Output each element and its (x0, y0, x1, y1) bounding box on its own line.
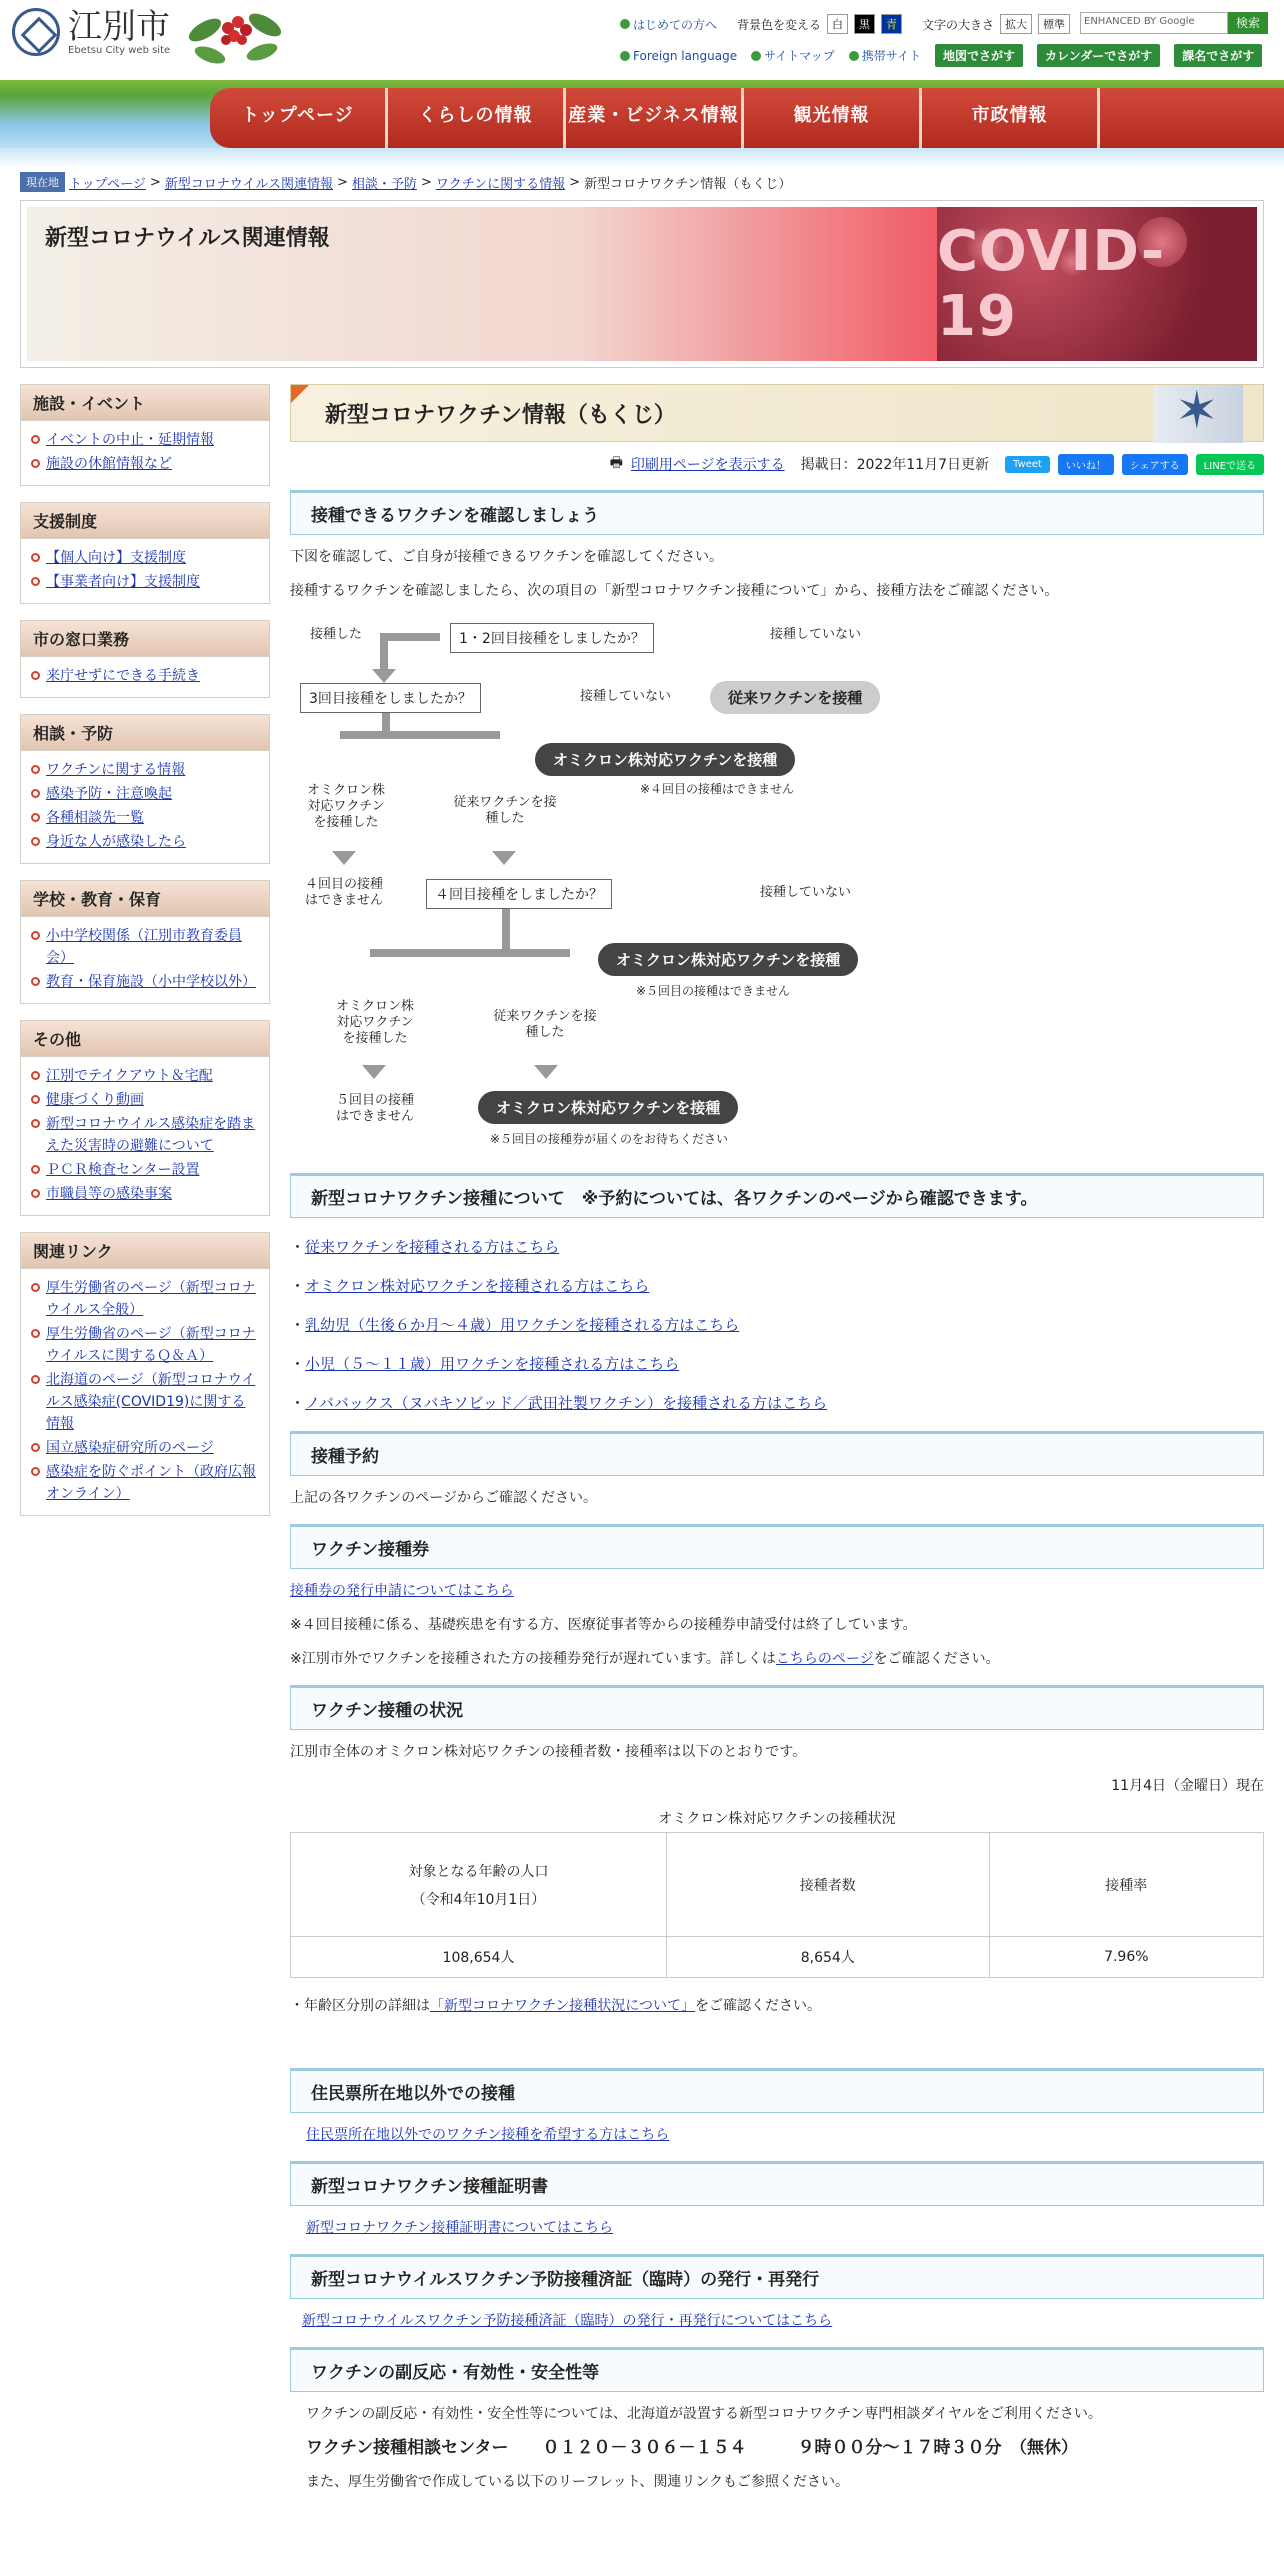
nav-business[interactable]: 産業・ビジネス情報 (566, 88, 744, 148)
banner-title: 新型コロナウイルス関連情報 (45, 226, 330, 251)
posted-date: 掲載日：2022年11月7日更新 (800, 457, 989, 473)
flow-result: オミクロン株対応ワクチンを接種 (478, 1091, 738, 1124)
tweet-button[interactable]: Tweet (1005, 456, 1050, 473)
sidebar-item[interactable] (31, 453, 259, 475)
bg-blue-button[interactable]: 青 (881, 14, 902, 34)
sidebar-section (20, 620, 270, 698)
green-bullet-icon (620, 19, 630, 29)
bg-black-button[interactable]: 黒 (854, 14, 875, 34)
emblem-icon (1153, 385, 1243, 443)
search-input[interactable]: ENHANCED BY Google (1080, 12, 1228, 34)
font-large-button[interactable]: 拡大 (1000, 14, 1032, 34)
sidebar-item-label: ワクチンに関する情報 (46, 762, 186, 778)
sidebar-item-label: 身近な人が感染したら (46, 834, 186, 850)
flow-question: 1・2回目接種をしましたか？ (450, 623, 654, 653)
table-header: 接種率 (989, 1833, 1263, 1937)
sidebar-section (20, 1020, 270, 1216)
page-meta (290, 452, 1264, 476)
first-time-link[interactable] (620, 16, 717, 33)
facebook-share-button[interactable]: シェアする (1122, 454, 1188, 475)
flow-result: 従来ワクチンを接種 (710, 681, 880, 714)
search-by-map-button[interactable]: 地図でさがす (935, 44, 1023, 67)
list-item (290, 1392, 1264, 1413)
table-header: 接種者数 (667, 1833, 990, 1937)
green-bullet-icon (620, 51, 630, 61)
sidebar-item[interactable] (31, 1323, 259, 1367)
font-size-label: 文字の大きさ (922, 17, 995, 32)
sidebar-item[interactable] (31, 665, 259, 687)
flow-result: オミクロン株対応ワクチンを接種 (535, 743, 795, 776)
table-cell: 7.96% (989, 1937, 1263, 1978)
sidebar-item-label: 来庁せずにできる手続き (46, 668, 200, 684)
site-header (0, 0, 1284, 80)
sidebar-item[interactable] (31, 759, 259, 781)
sidebar-item[interactable] (31, 547, 259, 569)
sidebar-section (20, 384, 270, 486)
bullet-icon (31, 1119, 40, 1128)
paragraph: ※４回目接種に係る、基礎疾患を有する方、医療従事者等からの接種券申請受付は終了しています。 (290, 1617, 917, 1633)
site-logo[interactable] (12, 8, 170, 56)
sidebar-item-label: 【個人向け】支援制度 (46, 550, 186, 566)
vaccination-table (290, 1832, 1264, 1978)
paragraph: をご確認ください。 (873, 1651, 1000, 1667)
bullet-icon (31, 1095, 40, 1104)
table-row (291, 1937, 1264, 1978)
breadcrumb-current: 新型コロナワクチン情報（もくじ） (584, 176, 792, 192)
bullet-icon (31, 1443, 40, 1452)
sidebar-item[interactable] (31, 1089, 259, 1111)
flow-arrow-icon (332, 851, 356, 865)
paragraph: 江別市全体のオミクロン株対応ワクチンの接種者数・接種率は以下のとおりです。 (290, 1744, 807, 1760)
section-heading: ワクチン接種の状況 (290, 1685, 1264, 1730)
bullet-icon (31, 435, 40, 444)
flow-label: 接種した (310, 627, 363, 642)
bullet-icon: ・ (290, 1355, 306, 1373)
mobile-site-label: 携帯サイト (861, 49, 921, 63)
paragraph: ※江別市外でワクチンを接種された方の接種券発行が遅れています。詳しくは (290, 1651, 776, 1667)
bullet-icon (31, 1329, 40, 1338)
consultation-center: ワクチン接種相談センター ０１２０－３０６－１５４ ９時００分～１７時３０分 （無休） (306, 2438, 1078, 2458)
flow-connector (340, 731, 500, 739)
mobile-site-link[interactable] (849, 47, 921, 64)
vaccine-link[interactable]: 小児（５～１１歳）用ワクチンを接種される方はこちら (305, 1355, 680, 1373)
flow-arrow-icon (534, 1065, 558, 1079)
sidebar-section-title: 関連リンク (21, 1233, 269, 1269)
sidebar-item[interactable] (31, 1183, 259, 1205)
vaccine-link[interactable]: 従来ワクチンを接種される方はこちら (305, 1238, 560, 1256)
sidebar-item[interactable] (31, 1461, 259, 1505)
flow-note: ※５回目の接種券が届くのをお待ちください (490, 1132, 729, 1146)
paragraph: をご確認ください。 (695, 1998, 822, 2014)
flow-label: 従来ワクチンを接種した (493, 1009, 597, 1040)
paragraph: 下図を確認して、ご自身が接種できるワクチンを確認してください。 (290, 549, 724, 565)
flow-label: オミクロン株対応ワクチンを接種した (335, 999, 414, 1046)
section-heading: ワクチン接種券 (290, 1524, 1264, 1569)
green-bullet-icon (751, 51, 761, 61)
section-heading: 新型コロナウイルスワクチン予防接種済証（臨時）の発行・再発行 (290, 2254, 1264, 2299)
bullet-icon (31, 577, 40, 586)
flow-result: オミクロン株対応ワクチンを接種 (598, 943, 858, 976)
section-heading: 接種できるワクチンを確認しましょう (290, 490, 1264, 535)
vaccine-flowchart (290, 613, 1264, 1173)
flow-label: 従来ワクチンを接種した (453, 795, 557, 826)
flow-label: ５回目の接種はできません (335, 1093, 414, 1124)
page-title (290, 384, 1264, 442)
sidebar-item-label: 感染予防・注意喚起 (46, 786, 172, 802)
flow-connector (380, 633, 440, 641)
logo-subtext: Ebetsu City web site (68, 44, 171, 56)
status-date: 11月4日（金曜日）現在 (1111, 1778, 1264, 1794)
flow-connector (370, 949, 570, 957)
flow-label: 接種していない (760, 885, 852, 900)
bullet-icon (31, 1467, 40, 1476)
breadcrumb: 現在地 トップページ > 新型コロナウイルス関連情報 > 相談・予防 > ワクチンに関する情報 > 新型コロナワクチン情報（もくじ） (20, 172, 791, 192)
sidebar-item-label: 国立感染症研究所のページ (46, 1440, 214, 1456)
sidebar-section-title: その他 (21, 1021, 269, 1057)
bullet-icon (31, 931, 40, 940)
sidebar-section-title: 支援制度 (21, 503, 269, 539)
flow-question: ４回目接種をしましたか？ (426, 879, 612, 909)
sidebar-item-label: イベントの中止・延期情報 (46, 432, 214, 448)
sidebar-section (20, 714, 270, 864)
nav-citygov[interactable]: 市政情報 (922, 88, 1100, 148)
list-item (290, 1236, 1264, 1257)
covid-image-text: COVID-19 (937, 219, 1166, 349)
search-by-section-button[interactable]: 課名でさがす (1174, 44, 1262, 67)
list-item (290, 1314, 1264, 1335)
bullet-icon (31, 1071, 40, 1080)
sidebar-item[interactable] (31, 571, 259, 593)
flow-label: オミクロン株対応ワクチンを接種した (306, 783, 385, 830)
list-item (290, 1353, 1264, 1374)
bullet-icon (31, 553, 40, 562)
section-heading: 新型コロナワクチン接種証明書 (290, 2161, 1264, 2206)
sidebar-item-label: 施設の休館情報など (46, 456, 172, 472)
sidebar-item-label: 厚生労働省のページ（新型コロナウイルスに関するＱ＆Ａ） (46, 1326, 256, 1364)
bullet-icon (31, 813, 40, 822)
sidebar-item-label: 【事業者向け】支援制度 (46, 574, 200, 590)
line-share-button[interactable]: LINEで送る (1196, 454, 1264, 475)
sidebar-section-title: 相談・予防 (21, 715, 269, 751)
table-header: 対象となる年齢の人口 (408, 1863, 549, 1880)
sidebar-item-label: ＰＣＲ検査センター設置 (46, 1162, 200, 1178)
flow-note: ※５回目の接種はできません (636, 984, 791, 998)
bullet-icon: ・ (290, 1277, 306, 1295)
nav-skyline (0, 148, 1284, 168)
bullet-icon (31, 1375, 40, 1384)
search-button[interactable]: 検索 (1228, 12, 1268, 34)
sidebar-item-label: 北海道のページ（新型コロナウイルス感染症(COVID19)に関する情報 (46, 1372, 256, 1432)
covid-image (937, 207, 1257, 361)
sidebar-item[interactable] (31, 1159, 259, 1181)
vaccine-link[interactable]: ノババックス（ヌバキソビッド／武田社製ワクチン）を接種される方はこちら (305, 1394, 828, 1412)
logo-text: 江別市 (68, 6, 170, 47)
bullet-icon (31, 1189, 40, 1198)
foreign-language-link[interactable] (620, 49, 737, 63)
nav-tourism[interactable]: 観光情報 (744, 88, 922, 148)
section-heading: 新型コロナワクチン接種について ※予約については、各ワクチンのページから確認できます。 (290, 1173, 1264, 1218)
list-item (290, 1275, 1264, 1296)
bg-white-button[interactable]: 白 (827, 14, 848, 34)
facebook-like-button[interactable]: いいね！ (1058, 454, 1114, 475)
flow-label: 接種していない (770, 627, 862, 642)
sidebar-item-label: 江別でテイクアウト＆宅配 (46, 1068, 213, 1084)
covid-banner (20, 200, 1264, 368)
flow-connector (380, 633, 388, 673)
global-nav (210, 88, 1284, 148)
flow-arrow-icon (362, 1065, 386, 1079)
certificate-link[interactable]: 新型コロナワクチン接種証明書についてはこちら (306, 2220, 614, 2236)
paragraph: ワクチンの副反応・有効性・安全性等については、北海道が設置する新型コロナワクチン専門相談ダイヤルをご利用ください。 (306, 2406, 1102, 2422)
sidebar-section-title: 施設・イベント (21, 385, 269, 421)
temporary-certificate-link[interactable]: 新型コロナウイルスワクチン予防接種済証（臨時）の発行・再発行についてはこちら (302, 2313, 833, 2329)
sidebar-item[interactable] (31, 971, 259, 993)
status-detail-link[interactable]: 「新型コロナワクチン接種状況について」 (430, 1998, 696, 2014)
flow-connector (502, 909, 510, 949)
rowan-berry-illustration (180, 0, 290, 70)
nav-living[interactable]: くらしの情報 (388, 88, 566, 148)
flow-question: 3回目接種をしましたか？ (300, 683, 481, 713)
sidebar-section-title: 市の窓口業務 (21, 621, 269, 657)
table-caption: オミクロン株対応ワクチンの接種状況 (658, 1811, 896, 1827)
section-heading: 住民票所在地以外での接種 (290, 2068, 1264, 2113)
sidebar-section (20, 502, 270, 604)
section-heading: 接種予約 (290, 1431, 1264, 1476)
table-cell: 108,654人 (291, 1937, 667, 1978)
bullet-icon (31, 977, 40, 986)
sitemap-link[interactable] (751, 47, 835, 64)
green-bullet-icon (849, 51, 859, 61)
vaccine-link[interactable]: オミクロン株対応ワクチンを接種される方はこちら (305, 1277, 650, 1295)
sidebar-item-label: 小中学校関係（江別市教育委員会） (46, 928, 242, 966)
sidebar-section (20, 880, 270, 1004)
bullet-icon (31, 1283, 40, 1292)
table-cell: 8,654人 (667, 1937, 990, 1978)
sidebar (20, 384, 270, 1532)
breadcrumb-link[interactable]: トップページ (69, 176, 146, 192)
bg-color-label: 背景色を変える (737, 17, 822, 32)
outside-residence-link[interactable]: 住民票所在地以外でのワクチン接種を希望する方はこちら (306, 2127, 670, 2143)
sidebar-item-label: 厚生労働省のページ（新型コロナウイルス全般） (46, 1280, 256, 1318)
sidebar-item[interactable] (31, 1113, 259, 1157)
print-icon: 🖶 (609, 455, 623, 471)
breadcrumb-link[interactable]: 相談・予防 (351, 176, 417, 192)
sidebar-item[interactable] (31, 429, 259, 451)
bullet-icon (31, 765, 40, 774)
sidebar-item[interactable] (31, 925, 259, 969)
bullet-icon: ・ (290, 1238, 306, 1256)
sidebar-item[interactable] (31, 1437, 259, 1459)
sidebar-section (20, 1232, 270, 1516)
city-emblem-icon (12, 8, 60, 56)
sidebar-item[interactable] (31, 783, 259, 805)
section-heading: ワクチンの副反応・有効性・安全性等 (290, 2347, 1264, 2392)
bullet-icon (31, 671, 40, 680)
page-title-text: 新型コロナワクチン情報（もくじ） (325, 402, 676, 428)
sidebar-item[interactable] (31, 831, 259, 853)
bullet-icon (31, 789, 40, 798)
bullet-icon: ・ (290, 1394, 306, 1412)
paragraph: また、厚生労働省で作成している以下のリーフレット、関連リンクもご参照ください。 (306, 2474, 850, 2490)
nav-top[interactable]: トップページ (210, 88, 388, 148)
bullet-icon (31, 1165, 40, 1174)
sidebar-item[interactable] (31, 1065, 259, 1087)
bullet-icon (31, 459, 40, 468)
vaccine-link[interactable]: 乳幼児（生後６か月～４歳）用ワクチンを接種される方はこちら (305, 1316, 740, 1334)
flow-arrow-icon (372, 669, 396, 683)
foreign-language-label: Foreign language (633, 48, 738, 63)
bullet-icon (31, 837, 40, 846)
search-by-calendar-button[interactable]: カレンダーでさがす (1037, 44, 1160, 67)
sidebar-section-title: 学校・教育・保育 (21, 881, 269, 917)
vaccine-link-list (290, 1236, 1264, 1413)
sidebar-item[interactable] (31, 1369, 259, 1435)
flow-note: ※４回目の接種はできません (640, 782, 795, 796)
sidebar-item[interactable] (31, 807, 259, 829)
breadcrumb-link[interactable]: ワクチンに関する情報 (435, 176, 566, 192)
voucher-link[interactable]: 接種券の発行申請についてはこちら (290, 1583, 514, 1599)
table-row (291, 1833, 1264, 1937)
flow-label: 接種していない (580, 689, 672, 704)
sidebar-item-label: 新型コロナウイルス感染症を踏まえた災害時の避難について (46, 1116, 256, 1154)
flow-arrow-icon (492, 851, 516, 865)
breadcrumb-link[interactable]: 新型コロナウイルス関連情報 (164, 176, 333, 192)
sidebar-item-label: 健康づくり動画 (46, 1092, 144, 1108)
sidebar-item[interactable] (31, 1277, 259, 1321)
flow-label: ４回目の接種はできません (304, 877, 383, 908)
sidebar-item-label: 市職員等の感染事案 (46, 1186, 172, 1202)
this-page-link[interactable]: こちらのページ (775, 1651, 874, 1667)
print-link[interactable]: 印刷用ページを表示する (630, 457, 785, 473)
sitemap-label: サイトマップ (764, 49, 835, 63)
table-header: （令和4年10月1日） (411, 1891, 546, 1908)
paragraph: ・年齢区分別の詳細は (290, 1998, 430, 2014)
first-time-label: はじめての方へ (633, 17, 718, 32)
paragraph: 上記の各ワクチンのページからご確認ください。 (290, 1490, 598, 1506)
main-content (290, 384, 1264, 2504)
font-standard-button[interactable]: 標準 (1038, 14, 1070, 34)
paragraph: 接種するワクチンを確認しましたら、次の項目の「新型コロナワクチン接種について」から、接種方法をご確認ください。 (290, 583, 1059, 599)
bullet-icon: ・ (290, 1316, 306, 1334)
sidebar-item-label: 感染症を防ぐポイント（政府広報オンライン） (46, 1464, 256, 1502)
sidebar-item-label: 各種相談先一覧 (46, 810, 144, 826)
breadcrumb-here-badge: 現在地 (20, 172, 65, 192)
sidebar-item-label: 教育・保育施設（小中学校以外） (46, 974, 256, 990)
